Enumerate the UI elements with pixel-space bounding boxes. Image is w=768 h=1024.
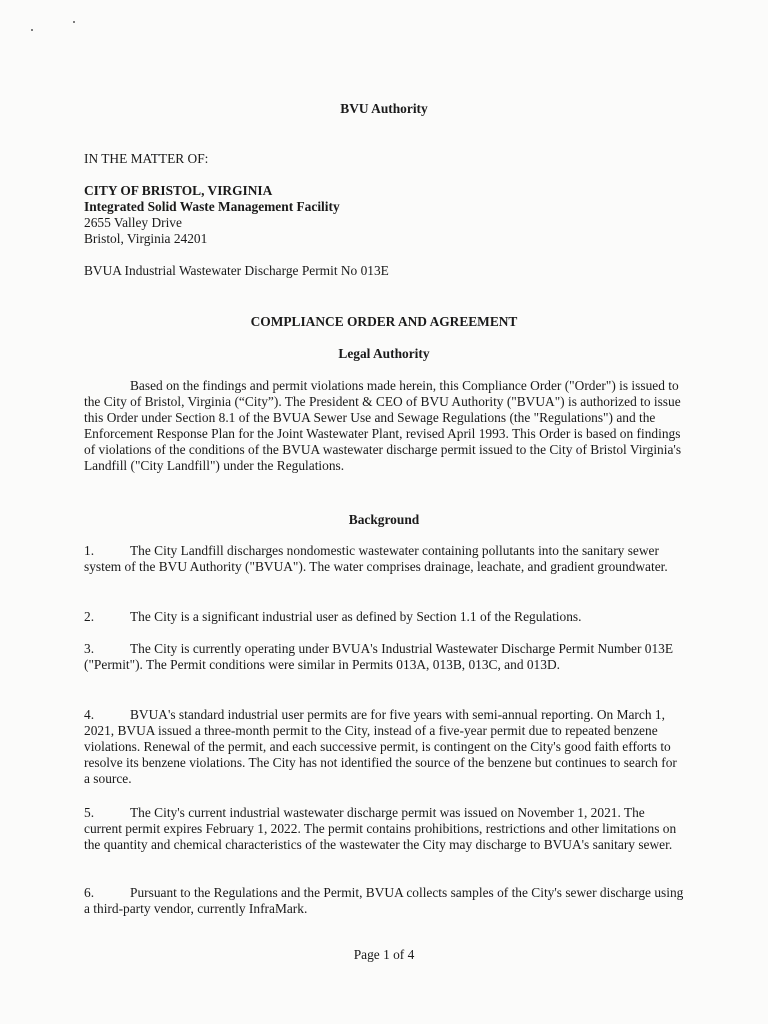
page-footer: Page 1 of 4 [353, 947, 415, 962]
party-facility: Integrated Solid Waste Management Facility [84, 199, 340, 214]
background-item [84, 805, 684, 853]
background-item [84, 609, 684, 625]
permit-line: BVUA Industrial Wastewater Discharge Permit No 013E [84, 263, 389, 278]
background-item [84, 885, 684, 917]
party-name: CITY OF BRISTOL, VIRGINIA [84, 183, 273, 198]
item-text: The City's current industrial wastewater discharge permit was issued on November 1, 2021. The current permit expires February 1, 2022. The permit contains prohibitions, restrictions and other limitations on the quantity and chemical characteristics of the wastewater the City may discharge to BVUA's sanitary sewer. [84, 805, 677, 852]
item-number: 1. [84, 543, 95, 558]
item-number: 6. [84, 885, 95, 900]
header-title: BVU Authority [340, 101, 428, 116]
item-text: BVUA's standard industrial user permits are for five years with semi-annual reporting. On March 1, 2021, BVUA issued a three-month permit to the City, instead of a five-year permit due to repeated benzene violations. Renewal of the permit, and each successive permit, is contingent on the City's good faith efforts to resolve its benzene violations. The City has not identified the source of the benzene but continues to search for a source. [84, 707, 677, 786]
background-heading: Background [348, 512, 420, 527]
item-number: 4. [84, 707, 95, 722]
item-text: The City Landfill discharges nondomestic wastewater containing pollutants into the sanitary sewer system of the BVU Authority ("BVUA"). The water comprises drainage, leachate, and gradient groundwater. [84, 543, 668, 574]
legal-authority-text: Based on the findings and permit violations made herein, this Compliance Order ("Order") is issued to the City of Bristol, Virginia (“City”). The President & CEO of BVU Authority ("BVUA") is authorized to issue this Order under Section 8.1 of the BVUA Sewer Use and Sewage Regulations (the "Regulations") and the Enforcement Response Plan for the Joint Wastewater Plant, revised April 1993. This Order is based on findings of violations of the conditions of the BVUA wastewater discharge permit issued to the City of Bristol Virginia's Landfill ("City Landfill") under the Regulations. [84, 378, 682, 473]
item-number: 3. [84, 641, 95, 656]
matter-label: IN THE MATTER OF: [84, 151, 209, 166]
item-text: Pursuant to the Regulations and the Permit, BVUA collects samples of the City's sewer discharge using a third-party vendor, currently InfraMark. [84, 885, 684, 916]
party-address-line1: 2655 Valley Drive [84, 215, 182, 230]
document-title: COMPLIANCE ORDER AND AGREEMENT [250, 314, 518, 329]
background-item [84, 543, 684, 575]
legal-authority-paragraph [84, 378, 684, 474]
scan-speck [73, 21, 75, 23]
scan-speck [31, 29, 33, 31]
item-number: 5. [84, 805, 95, 820]
item-text: The City is a significant industrial user as defined by Section 1.1 of the Regulations. [130, 609, 582, 624]
background-item [84, 641, 684, 673]
item-text: The City is currently operating under BVUA's Industrial Wastewater Discharge Permit Number 013E ("Permit"). The Permit conditions were similar in Permits 013A, 013B, 013C, and 013D. [84, 641, 674, 672]
background-item [84, 707, 684, 787]
legal-authority-heading: Legal Authority [338, 346, 430, 361]
party-address-line2: Bristol, Virginia 24201 [84, 231, 208, 246]
item-number: 2. [84, 609, 95, 624]
